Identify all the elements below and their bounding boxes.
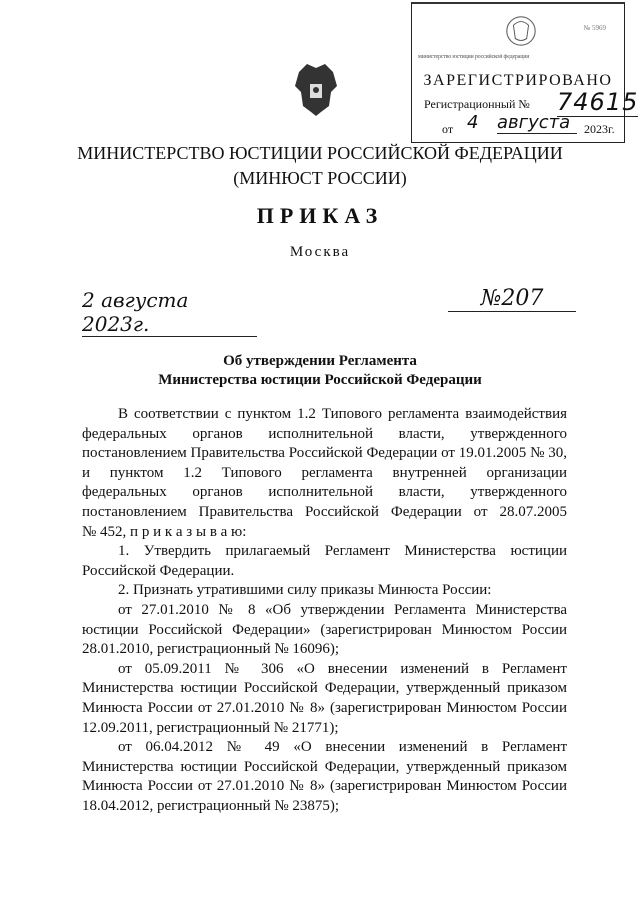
text-line: Министерства юстиции Российской Федерации, утвержденный приказом	[82, 680, 567, 697]
text-line: от 06.04.2012 № 49 «О внесении изменений в Регламент	[118, 739, 567, 756]
stamp-organization: министерство юстиции российской федерации	[418, 54, 530, 60]
order-title-line1: Об утверждении Регламента	[223, 353, 417, 369]
document-type: ПРИКАЗ	[256, 203, 384, 228]
emblem-icon	[502, 14, 540, 48]
paragraph	[82, 660, 567, 738]
stamp-small-text: № 5969	[583, 24, 606, 32]
text-line: 2. Признать утратившими силу приказы Минюста России:	[118, 582, 492, 599]
text-line: Российской Федерации.	[82, 562, 235, 579]
text-line: Минюста России от 27.01.2010 № 8» (зарегистрирован Минюстом России	[82, 778, 567, 795]
stamp-date-month: августа	[497, 112, 577, 134]
order-number: №207	[448, 286, 576, 312]
stamp-date-year: 2023г.	[584, 122, 615, 136]
text-line: от 27.01.2010 № 8 «Об утверждении Регламента Министерства	[118, 601, 567, 618]
ministry-short-name: (МИНЮСТ РОССИИ)	[233, 168, 407, 188]
text-line: 12.09.2011, регистрационный № 21771);	[82, 719, 339, 736]
stamp-date-prefix: от	[442, 122, 454, 136]
stamp-reg-label: Регистрационный №	[424, 97, 530, 111]
city: Москва	[289, 244, 351, 260]
text-line: от 05.09.2011 № 306 «О внесении изменений в Регламент	[118, 660, 567, 677]
text-line: юстиции Российской Федерации» (зарегистрирован Минюстом России	[82, 621, 567, 638]
order-title-line2: Министерства юстиции Российской Федерации	[158, 372, 482, 388]
text-line: № 452, п р и к а з ы в а ю:	[82, 523, 247, 540]
text-line: постановлением Правительства Российской Федерации от 19.01.2005 № 30,	[82, 445, 567, 462]
order-date: 2 августа 2023г.	[82, 288, 257, 337]
paragraph	[82, 738, 567, 816]
stamp-title: ЗАРЕГИСТРИРОВАНО	[423, 72, 613, 89]
text-line: В соответствии с пунктом 1.2 Типового регламента взаимодействия	[118, 406, 567, 422]
text-line: федеральных органов исполнительной власти, утвержденного	[82, 425, 567, 442]
stamp-date-day: 4	[467, 112, 479, 133]
text-line: 1. Утвердить прилагаемый Регламент Министерства юстиции	[118, 543, 567, 560]
stamp-reg-number: 74615	[557, 88, 639, 116]
text-line: постановлением Правительства Российской Федерации от 28.07.2005	[82, 503, 567, 520]
text-line: Минюста России от 27.01.2010 № 8» (зарегистрирован Минюстом России	[82, 699, 567, 716]
text-line: 28.01.2010, регистрационный № 16096);	[82, 641, 340, 658]
ministry-name: МИНИСТЕРСТВО ЮСТИЦИИ РОССИЙСКОЙ ФЕДЕРАЦИИ	[77, 143, 563, 163]
order-body	[82, 405, 567, 816]
paragraph	[82, 542, 567, 581]
paragraph	[82, 581, 567, 601]
paragraph	[82, 405, 567, 542]
text-line: Министерства юстиции Российской Федерации, утвержденный приказом	[82, 758, 567, 775]
text-line: федеральных органов исполнительной власти, утвержденного	[82, 484, 567, 501]
text-line: 18.04.2012, регистрационный № 23875);	[82, 797, 340, 814]
paragraph	[82, 601, 567, 660]
registration-stamp	[411, 2, 639, 143]
text-line: и пунктом 1.2 Типового регламента внутренней организации	[82, 464, 567, 481]
coat-of-arms-icon	[293, 62, 339, 118]
